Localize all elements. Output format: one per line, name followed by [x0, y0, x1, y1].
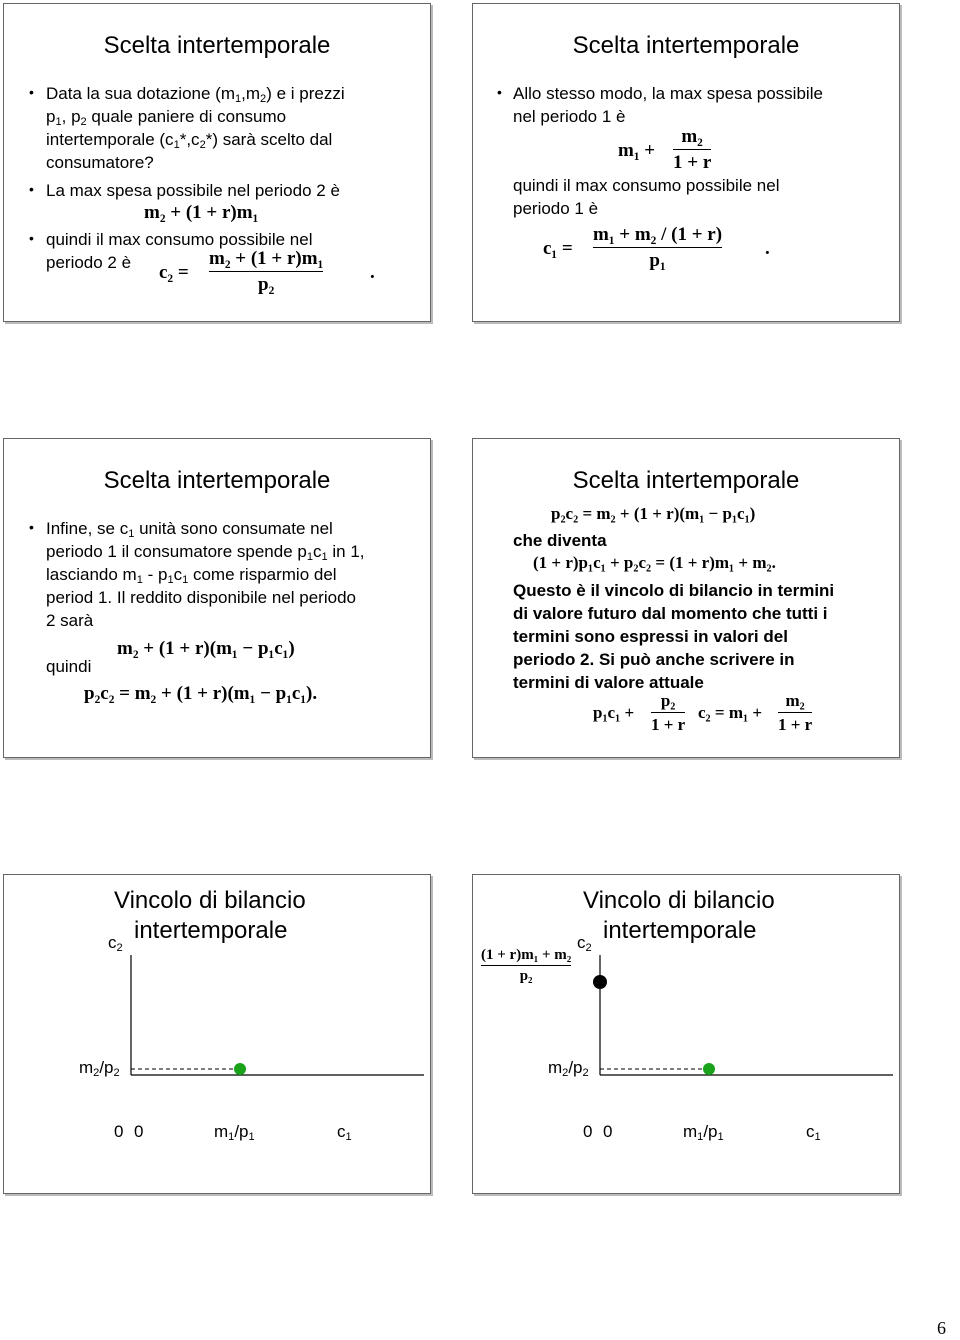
slide-title-line-2: intertemporale [134, 917, 288, 944]
text-line: consumatore? [46, 153, 154, 172]
text-line: nel periodo 1 è [513, 107, 626, 126]
formula-lhs: c₂ = [159, 262, 189, 283]
numerator: m₂ [681, 126, 703, 147]
slide-4 [472, 438, 900, 758]
text-line: Infine, se $c_1$ unità sono consumate nel [46, 519, 333, 540]
text-line: $p_1$, $p_2$ quale paniere di consumo [46, 107, 287, 128]
bullet-icon: • [29, 519, 34, 535]
bullet-icon: • [29, 181, 34, 197]
endowment-point [703, 1063, 715, 1075]
formula-fraction [593, 224, 722, 272]
text-line: Data la sua dotazione $(m_1,m_2)$ e i prezzi [46, 84, 345, 105]
slide-3 [3, 438, 431, 758]
denominator: p₂ [258, 274, 275, 295]
text-line: quindi il max consumo possibile nel [513, 176, 780, 195]
text-line: Allo stesso modo, la max spesa possibile [513, 84, 823, 103]
denominator: p₂ [519, 968, 533, 984]
denominator: 1 + r [651, 715, 686, 734]
formula-end: . [765, 238, 770, 259]
slide-5 [3, 874, 431, 1194]
y-tick-label: $m_2/p_2$ [79, 1058, 120, 1079]
x-tick-label: $m_1/p_1$ [214, 1122, 255, 1143]
slide-title: Scelta intertemporale [572, 467, 800, 494]
origin-x-label: 0 [114, 1122, 124, 1141]
y-axis-label: $c_2$ [577, 933, 592, 954]
text-line: periodo 1 il consumatore spende $p_1c_1$ in 1, [46, 542, 365, 563]
formula-part: p₁c₁ + [593, 703, 635, 722]
text-line: periodo 2. Si può anche scrivere in [513, 650, 795, 669]
denominator: 1 + r [778, 715, 813, 734]
bullet-icon: • [29, 230, 34, 246]
slide-1 [3, 3, 431, 322]
numerator: m₂ + (1 + r)m₁ [209, 248, 324, 269]
y-intercept-point [593, 975, 607, 989]
budget-chart [473, 875, 901, 1195]
formula-fraction [778, 691, 812, 735]
bullet-icon: • [29, 84, 34, 100]
origin-x-label: 0 [583, 1122, 593, 1141]
formula: p₂c₂ = m₂ + (1 + r)(m₁ − p₁c₁). [84, 683, 318, 704]
slide-title: Vincolo di bilancio [114, 887, 306, 914]
text-line: termini di valore attuale [513, 673, 704, 692]
slide-6 [472, 874, 900, 1194]
slide-title: Scelta intertemporale [572, 32, 800, 59]
formula-end: . [370, 262, 375, 283]
text-line: periodo 1 è [513, 199, 599, 218]
origin-y-label: 0 [603, 1122, 613, 1141]
formula: m₂ + (1 + r)(m₁ − p₁c₁) [117, 638, 295, 659]
formula: (1 + r)p₁c₁ + p₂c₂ = (1 + r)m₁ + m₂. [533, 553, 776, 572]
y-tick-label: $m_2/p_2$ [548, 1058, 589, 1079]
y-axis-label: $c_2$ [108, 933, 123, 954]
text-line: di valore futuro dal momento che tutti i [513, 604, 828, 623]
text-line: Questo è il vincolo di bilancio in termini [513, 581, 835, 600]
formula-part: c₂ = m₁ + [698, 703, 763, 722]
text-line: intertemporale $(c_1*,c_2*)$ sarà scelto dal [46, 130, 333, 151]
numerator: p₂ [660, 691, 676, 710]
slide-title: Scelta intertemporale [103, 467, 331, 494]
x-axis-label: $c_1$ [806, 1122, 821, 1143]
slide-title-line-2: intertemporale [603, 917, 757, 944]
formula-fraction [673, 126, 711, 174]
text-line: che diventa [513, 531, 607, 550]
slide-title: Scelta intertemporale [103, 32, 331, 59]
text-line: quindi il max consumo possibile nel [46, 230, 313, 249]
text-line: period 1. Il reddito disponibile nel periodo [46, 588, 356, 607]
formula: m₂ + (1 + r)m₁ [144, 202, 259, 223]
text-line: periodo 2 è [46, 253, 132, 272]
formula-fraction [209, 248, 323, 296]
budget-chart [4, 875, 432, 1195]
slide-2 [472, 3, 900, 322]
numerator: m₁ + m₂ / (1 + r) [593, 224, 723, 245]
formula-fraction [651, 691, 685, 735]
bullet-icon: • [497, 84, 502, 100]
x-axis-label: $c_1$ [337, 1122, 352, 1143]
numerator: m₂ [785, 691, 805, 710]
text-line: quindi [46, 657, 92, 676]
text-line: termini sono espressi in valori del [513, 627, 788, 646]
formula-lhs: c₁ = [543, 238, 573, 259]
text-line: 2 sarà [46, 611, 94, 630]
endowment-point [234, 1063, 246, 1075]
formula-lhs: m₁ + [618, 140, 656, 161]
denominator: p₁ [649, 250, 666, 271]
numerator: (1 + r)m₁ + m₂ [481, 947, 572, 963]
page-number: 6 [937, 1318, 946, 1338]
formula: p₂c₂ = m₂ + (1 + r)(m₁ − p₁c₁) [551, 504, 756, 523]
origin-y-label: 0 [134, 1122, 144, 1141]
text-line: lasciando $m_1 - p_1c_1$ come risparmio del [46, 565, 337, 586]
denominator: 1 + r [673, 152, 712, 173]
slide-title: Vincolo di bilancio [583, 887, 775, 914]
text-line: La max spesa possibile nel periodo 2 è [46, 181, 340, 200]
x-tick-label: $m_1/p_1$ [683, 1122, 724, 1143]
